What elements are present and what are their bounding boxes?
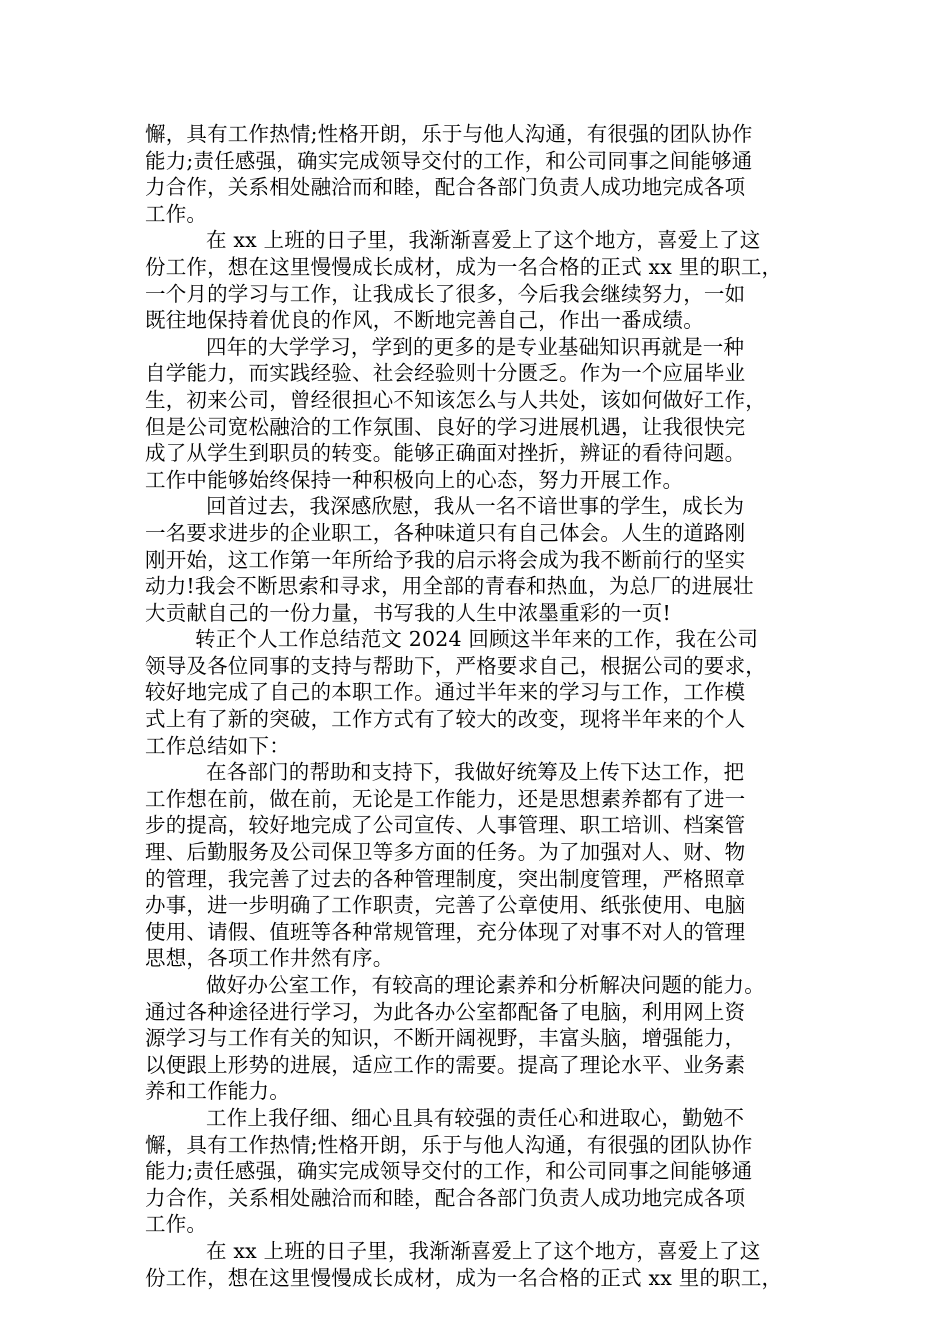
paragraph-start-line: 回首过去，我深感欣慰，我从一名不谙世事的学生，成长为 (206, 494, 745, 519)
text-line: 领导及各位同事的支持与帮助下，严格要求自己，根据公司的要求， (145, 653, 766, 678)
text-line: 通过各种途径进行学习，为此各办公室都配备了电脑，利用网上资 (145, 999, 746, 1024)
text-line: 大贡献自己的一份力量，书写我的人生中浓墨重彩的一页! (145, 600, 671, 625)
paragraph-start-line: 工作上我仔细、细心且具有较强的责任心和进取心，勤勉不 (206, 1105, 745, 1130)
text-line: 式上有了新的突破，工作方式有了较大的改变，现将半年来的个人 (145, 707, 746, 732)
text-line: 工作。 (145, 201, 208, 226)
text-line: 源学习与工作有关的知识，不断开阔视野，丰富头脑，增强能力， (145, 1026, 746, 1051)
text-line: 力合作，关系相处融洽而和睦，配合各部门负责人成功地完成各项 (145, 175, 746, 200)
text-line: 办事，进一步明确了工作职责，完善了公章使用、纸张使用、电脑 (145, 893, 746, 918)
text-line: 懈，具有工作热情;性格开朗，乐于与他人沟通，有很强的团队协作 (145, 1132, 753, 1157)
text-line: 步的提高，较好地完成了公司宣传、人事管理、职工培训、档案管 (145, 813, 746, 838)
text-line: 思想，各项工作井然有序。 (145, 946, 394, 971)
text-line: 养和工作能力。 (145, 1079, 290, 1104)
text-line: 份工作，想在这里慢慢成长成材，成为一名合格的正式 xx 里的职工， (145, 254, 783, 279)
paragraph-start-line: 在 xx 上班的日子里，我渐渐喜爱上了这个地方，喜爱上了这 (206, 228, 761, 253)
document-body (145, 121, 825, 1291)
paragraph-start-line: 做好办公室工作，有较高的理论素养和分析解决问题的能力。 (206, 973, 765, 997)
text-line: 理、后勤服务及公司保卫等多方面的任务。为了加强对人、财、物 (145, 840, 746, 865)
text-line: 工作想在前，做在前，无论是工作能力，还是思想素养都有了进一 (145, 786, 746, 811)
section-heading-line: 转正个人工作总结范文 2024 回顾这半年来的工作，我在公司 (195, 627, 759, 652)
text-line: 生，初来公司，曾经很担心不知该怎么与人共处，该如何做好工作， (145, 387, 766, 412)
text-line: 刚开始，这工作第一年所给予我的启示将会成为我不断前行的坚实 (145, 547, 746, 572)
text-line: 一名要求进步的企业职工，各种味道只有自己体会。人生的道路刚 (145, 520, 746, 545)
paragraph-start-line: 在 xx 上班的日子里，我渐渐喜爱上了这个地方，喜爱上了这 (206, 1238, 761, 1263)
text-line: 自学能力，而实践经验、社会经验则十分匮乏。作为一个应届毕业 (145, 361, 746, 386)
text-line: 能力;责任感强，确实完成领导交付的工作，和公司同事之间能够通 (145, 148, 753, 173)
paragraph-start-line: 四年的大学学习，学到的更多的是专业基础知识再就是一种 (206, 334, 745, 359)
text-line: 但是公司宽松融洽的工作氛围、良好的学习进展机遇，让我很快完 (145, 414, 746, 439)
paragraph-start-line: 在各部门的帮助和支持下，我做好统筹及上传下达工作，把 (206, 760, 745, 785)
text-line: 成了从学生到职员的转变。能够正确面对挫折，辨证的看待问题。 (145, 441, 746, 466)
text-line: 工作中能够始终保持一种积极向上的心态，努力开展工作。 (145, 467, 684, 492)
text-line: 懈，具有工作热情;性格开朗，乐于与他人沟通，有很强的团队协作 (145, 122, 753, 146)
text-line: 使用、请假、值班等各种常规管理，充分体现了对事不对人的管理 (145, 919, 746, 944)
text-line: 份工作，想在这里慢慢成长成材，成为一名合格的正式 xx 里的职工， (145, 1265, 783, 1290)
text-line: 能力;责任感强，确实完成领导交付的工作，和公司同事之间能够通 (145, 1159, 753, 1184)
text-line: 力合作，关系相处融洽而和睦，配合各部门负责人成功地完成各项 (145, 1185, 746, 1210)
text-line: 动力!我会不断思索和寻求，用全部的青春和热血，为总厂的进展壮 (145, 574, 754, 599)
text-line: 工作。 (145, 1212, 208, 1237)
text-line: 较好地完成了自己的本职工作。通过半年来的学习与工作，工作模 (145, 680, 746, 705)
text-line: 的管理，我完善了过去的各种管理制度，突出制度管理，严格照章 (145, 866, 746, 891)
text-line: 既往地保持着优良的作风，不断地完善自己，作出一番成绩。 (145, 308, 704, 333)
text-line: 一个月的学习与工作，让我成长了很多，今后我会继续努力，一如 (145, 281, 746, 306)
text-line: 工作总结如下： (145, 733, 290, 758)
text-line: 以便跟上形势的进展，适应工作的需要。提高了理论水平、业务素 (145, 1052, 746, 1077)
